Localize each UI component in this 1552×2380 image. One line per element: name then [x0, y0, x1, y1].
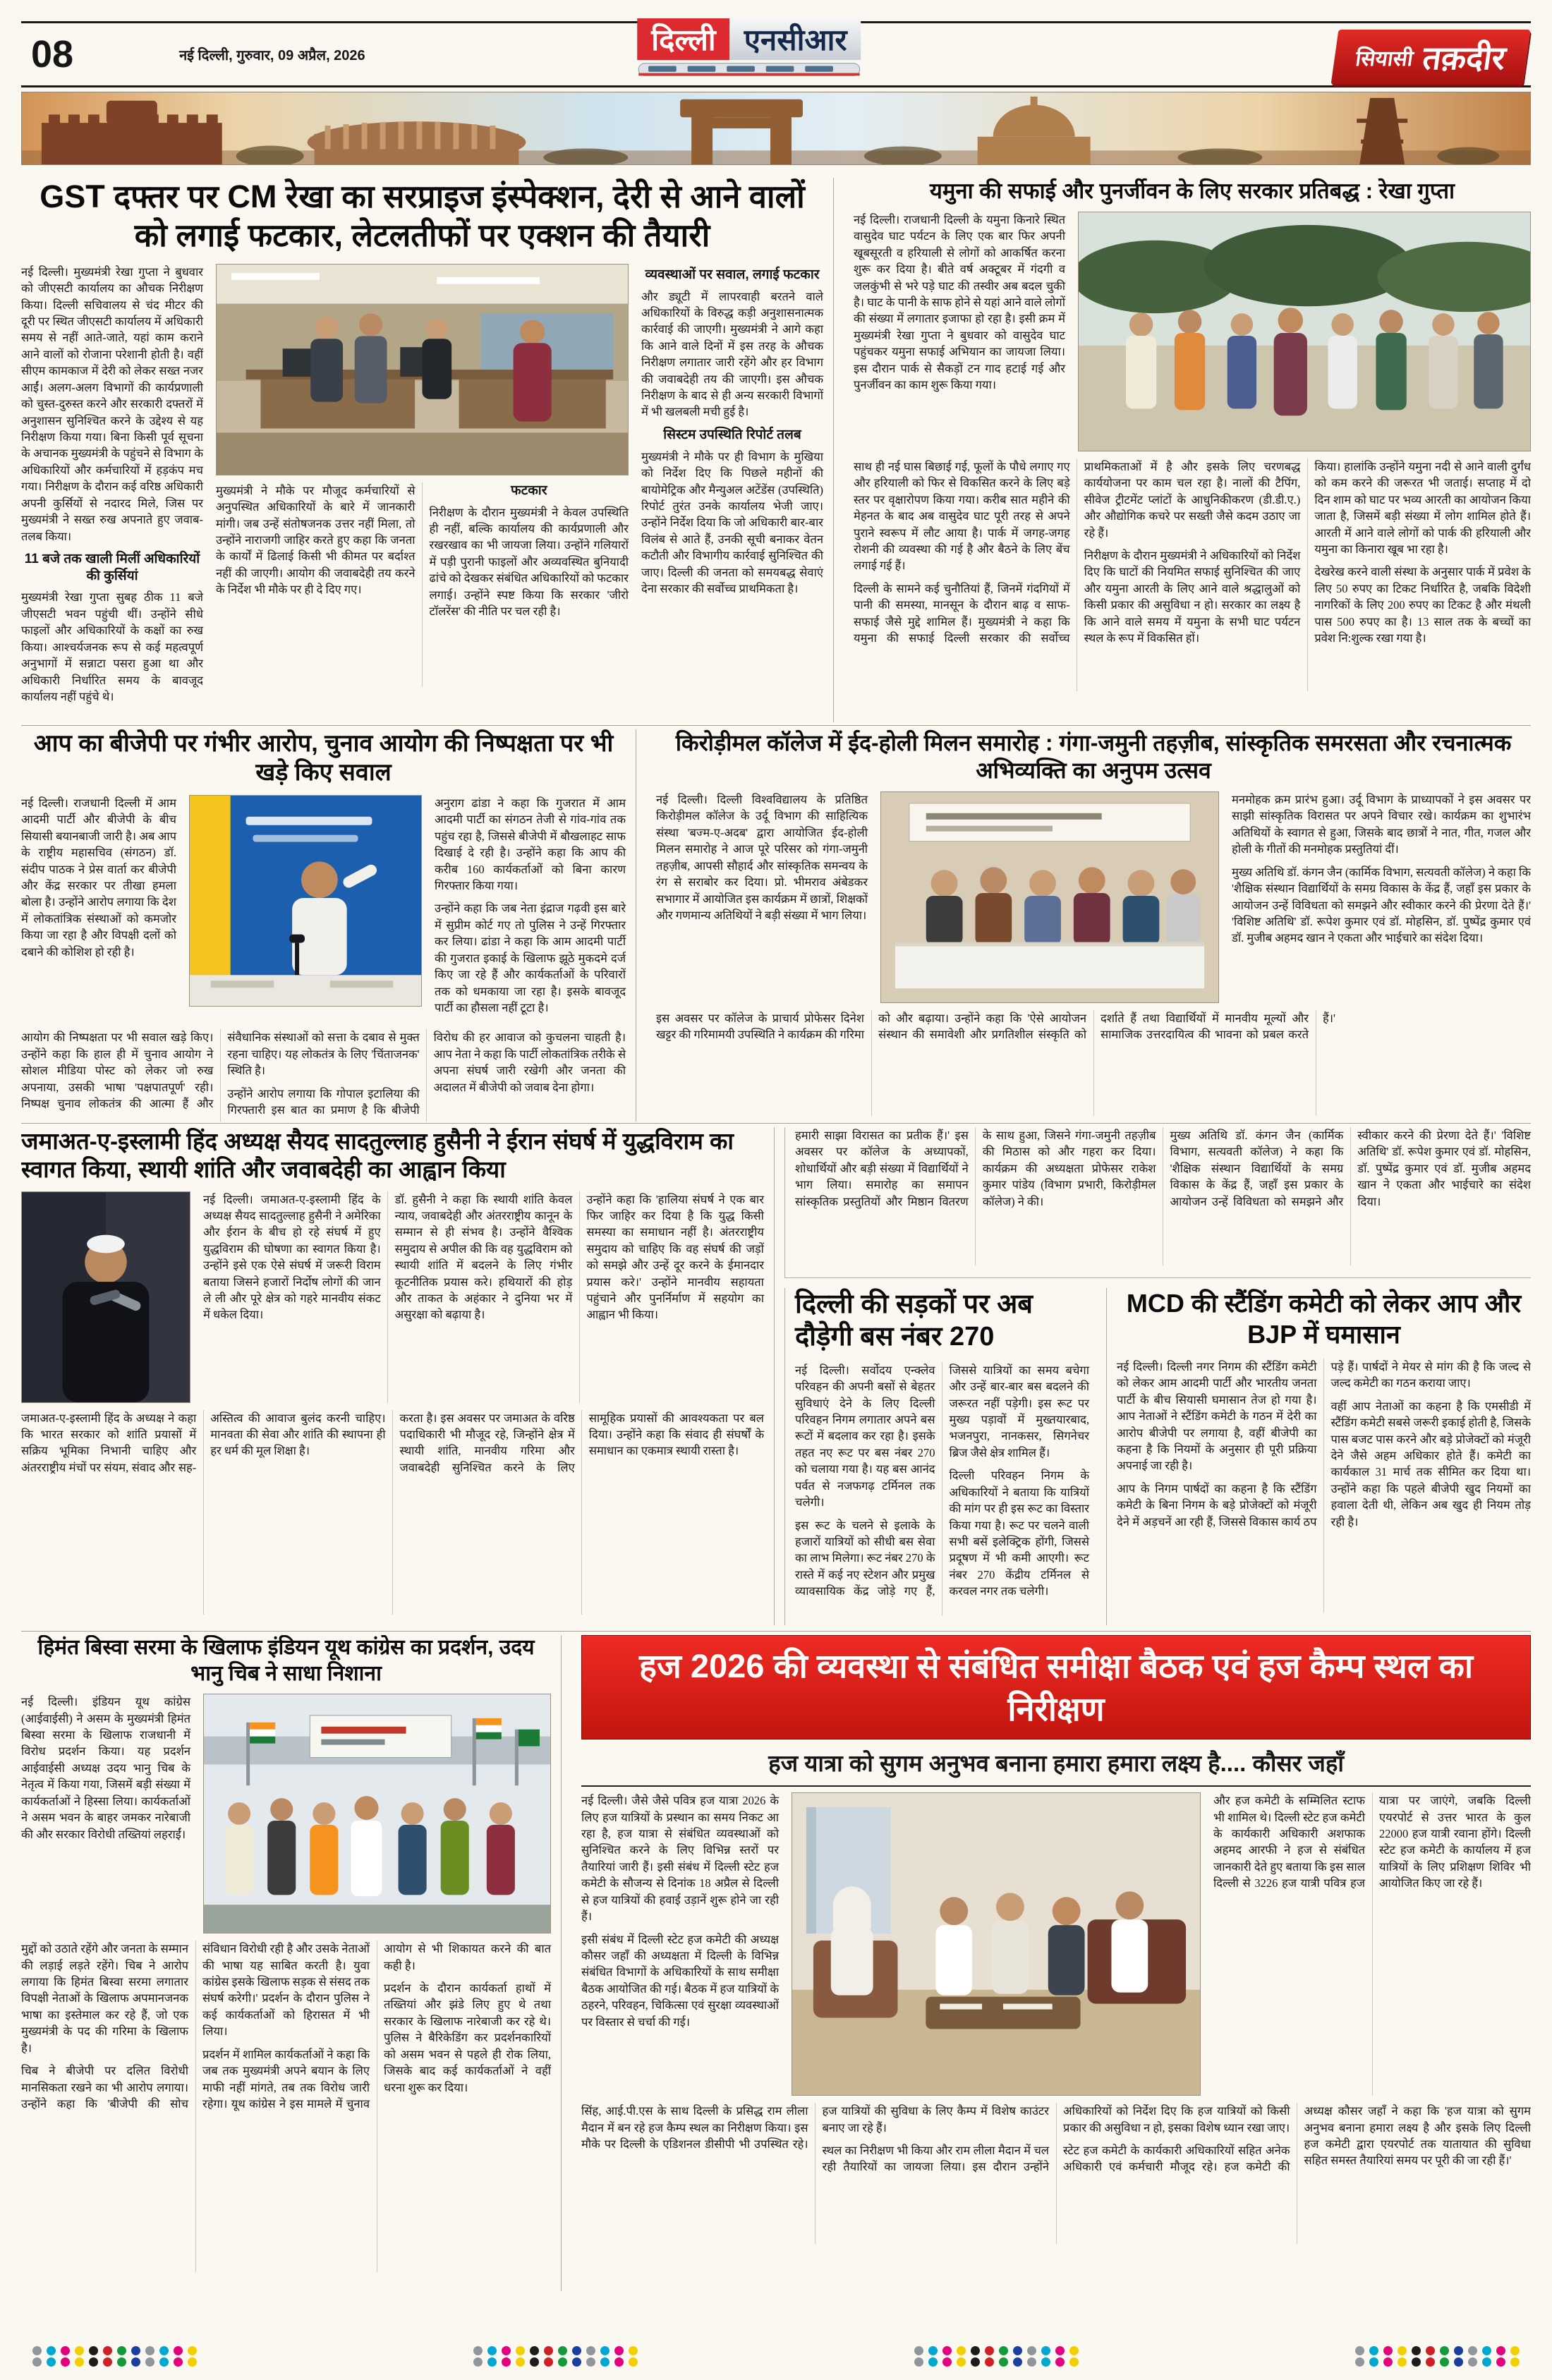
jamaat-paragraph: जमाअत-ए-इस्लामी हिंद के अध्यक्ष ने कहा कि भारत सरकार को शांति प्रयासों में सक्रिय भूमिका निभानी चाहिए और अंतरराष्ट्रीय मंचों पर संयम, संवाद और सह-अस्तित्व की आवाज बुलंद करनी चाहिए। मानवता की सेवा और शांति की स्थापना ही हर धर्म की मूल शिक्षा है।: [21, 1411, 386, 1474]
reg-cluster: [473, 2344, 638, 2369]
reg-dot: [516, 2346, 525, 2355]
reg-dot: [75, 2357, 84, 2367]
gst-subhead-2: फटकार: [510, 482, 547, 498]
aap-paragraph: आयोग की निष्पक्षता पर भी सवाल खड़े किए। उन्होंने कहा कि हाल ही में चुनाव आयोग ने सोशल मीडिया पोस्ट को लेकर जो रुख अपनाया, उसकी भाषा 'पक्षपातपूर्ण' रही। निष्पक्ष चुनाव लोकतंत्र की आत्मा हैं और संवैधानिक संस्थाओं को सत्ता के दबाव से मुक्त रहना चाहिए। यह लोकतंत्र के लिए 'चिंताजनक' स्थिति है।: [21, 1031, 420, 1111]
iyc-protest-photo: [203, 1694, 551, 1933]
mcd-headline: MCD की स्टैंडिंग कमेटी को लेकर आप और BJP में घमासान: [1126, 1289, 1522, 1349]
reg-cluster: [32, 2344, 197, 2369]
reg-dot: [1454, 2346, 1463, 2355]
reg-dot: [1069, 2346, 1079, 2355]
jamaat-paragraph: नई दिल्ली। जमाअत-ए-इस्लामी हिंद के अध्यक्ष सैयद सादतुल्लाह हुसैनी ने अमेरिका और ईरान के बीच हो रहे संघर्ष में हुए युद्धविराम की घोषणा का स्वागत किया है। उन्होंने इसे एक ऐसे संघर्ष में जरूरी विराम बताया जिसने हजारों निर्दोष लोगों की जान ले ली और पूरे क्षेत्र को गहरे मानवीय संकट में धकेल दिया।: [203, 1192, 381, 1322]
article-bus-270: [784, 1288, 1096, 1625]
masthead: [637, 18, 861, 78]
reg-dot: [629, 2346, 638, 2355]
haj-paragraph: सिंह, आई.पी.एस के साथ दिल्ली के प्रसिद्ध राम लीला मैदान में बन रहे हज कैम्प स्थल का निरीक्षण किया। इस मौके पर दिल्ली के एडिशनल डीसीपी भी उपस्थित रहे। हज यात्रियों की सुविधा के लिए कैम्प में विशेष काउंटर बनाए जा रहे हैं।: [581, 2104, 1049, 2151]
reg-dot: [174, 2346, 183, 2355]
reg-dot: [1426, 2346, 1435, 2355]
gst-paragraph: और ड्यूटी में लापरवाही बरतने वाले अधिकारियों के विरुद्ध कड़ी अनुशासनात्मक कार्रवाई की जाएगी। मुख्यमंत्री ने आगे कहा कि आने वाले दिनों में इस तरह के औचक निरीक्षण लगातार जारी रहेंगे और हर विभाग की जवाबदेही तय की जाएगी। इस औचक निरीक्षण के बाद से ही अन्य सरकारी विभागों में भी खलबली मची हुई है।: [641, 289, 823, 419]
reg-dot: [558, 2346, 567, 2355]
reg-dot: [999, 2346, 1008, 2355]
reg-dot: [32, 2346, 42, 2355]
reg-dot: [530, 2346, 539, 2355]
aap-paragraph: उन्होंने कहा कि जब नेता इंद्राज गढ़वी इस बारे में सुप्रीम कोर्ट गए तो पुलिस ने उन्हें गिरफ्तार कर लिया। ढांडा ने कहा कि आम आदमी पार्टी की गुजरात इकाई के खिलाफ झूठे मुकदमे दर्ज किए जा रहे हैं और कार्यकर्ताओं के परिवारों तक को धमकाया जा रहा है। इसके बावजूद पार्टी का हौसला नहीं टूटा है।: [435, 901, 626, 1014]
reg-dot: [131, 2357, 140, 2367]
haj-paragraph: स्टेट हज कमेटी के कार्यकारी अधिकारियों सहित अनेक अधिकारी एवं कर्मचारी मौजूद रहे। हज कमेटी की अध्यक्ष कौसर जहाँ ने कहा कि 'हज यात्रा को सुगम अनुभव बनाना हमारा लक्ष्य है और इसके लिए दिल्ली हज कमेटी द्वारा एयरपोर्ट तक यातायात की सुविधा सहित समस्त तैयारियां समय पर पूरी की जा रही हैं।': [1063, 2104, 1531, 2174]
reg-dot: [942, 2357, 952, 2367]
tagline-word-2: तक़दीर: [1420, 40, 1508, 76]
reg-dot: [1383, 2357, 1393, 2367]
aap-lower-text: [21, 1029, 626, 1122]
article-mcd: [1106, 1288, 1531, 1625]
reg-dot: [89, 2346, 98, 2355]
bus-270-headline: दिल्ली की सड़कों पर अब दौड़ेगी बस नंबर 270: [795, 1289, 1033, 1352]
jamaat-paragraph: करता है। इस अवसर पर जमाअत के वरिष्ठ पदाधिकारी भी मौजूद रहे, जिन्होंने क्षेत्र में स्थायी शांति, मानवीय गरिमा और जवाबदेही सुनिश्चित करने के लिए सामूहिक प्रयासों की आवश्यकता पर बल दिया। उन्होंने कहा कि संवाद ही संघर्षों के समाधान का एकमात्र स्थायी रास्ता है।: [399, 1411, 764, 1474]
bus-paragraph: इस रूट के चलने से इलाके के हजारों यात्रियों को सीधी बस सेवा का लाभ मिलेगा। रूट नंबर 270 के रास्ते में कई नए स्टेशन और प्रमुख व्यावसायिक केंद्र जोड़े गए हैं, जिससे यात्रियों का समय बचेगा और उन्हें बार-बार बस बदलने की जरूरत नहीं पड़ेगी। इस रूट पर मुख्य पड़ावों में मुख्तयारबाद, भजनपुरा, नानकसर, सिगनेचर ब्रिज जैसे क्षेत्र शामिल हैं।: [795, 1363, 1089, 1598]
reg-dot: [1496, 2346, 1505, 2355]
article-gst: [21, 178, 834, 722]
kirorimal-column-3: [1232, 791, 1531, 1003]
reg-dot: [1027, 2357, 1036, 2367]
kirorimal-continued-text: [795, 1127, 1531, 1265]
reg-dot: [516, 2357, 525, 2367]
iyc-headline: हिमंत बिस्वा सरमा के खिलाफ इंडियन यूथ कांग्रेस का प्रदर्शन, उदय भानु चिब ने साधा निशाना: [37, 1636, 535, 1685]
kirorimal-headline: किरोड़ीमल कॉलेज में ईद-होली मिलन समारोह : गंगा-जमुनी तहज़ीब, सांस्कृतिक समरसता और रचनात्मक अभिव्यक्ति का अनुपम उत्सव: [675, 730, 1512, 784]
gst-paragraph: मुख्यमंत्री रेखा गुप्ता सुबह ठीक 11 बजे जीएसटी भवन पहुंची थीं। उन्होंने सीधे फाइलों और अधिकारियों के कक्षों का रुख किया। आश्चर्यजनक रूप से कई महत्वपूर्ण अनुभागों में सन्नाटा पसरा हुआ था और अधिकारी निर्धारित समय के बावजूद कार्यालय नहीं पहुंचे थे।: [21, 590, 203, 703]
reg-dot: [1041, 2357, 1050, 2367]
iyc-column-1: [21, 1694, 190, 1933]
divider: [21, 1123, 1531, 1124]
reg-dot: [131, 2346, 140, 2355]
reg-dot: [1041, 2346, 1050, 2355]
reg-dot: [530, 2357, 539, 2367]
iyc-lower-text: [21, 1941, 551, 2272]
reg-dot: [1383, 2346, 1393, 2355]
gst-column-4: [641, 264, 823, 712]
kirorimal-paragraph: मनमोहक क्रम प्रारंभ हुआ। उर्दू विभाग के प्राध्यापकों ने इस अवसर पर साझी सांस्कृतिक विरासत पर अपने विचार रखे। कार्यक्रम का शुभारंभ अतिथियों के स्वागत से हुआ, जिसके बाद छात्रों ने नात, गीत, गजल और होली के गीतों की मनमोहक प्रस्तुतियां दीं।: [1232, 793, 1531, 856]
kirorimal-lower-text: [656, 1010, 1531, 1116]
reg-dot: [47, 2346, 56, 2355]
iyc-paragraph: प्रदर्शन के दौरान कार्यकर्ता हाथों में तख्तियां और झंडे लिए हुए थे तथा सरकार के खिलाफ नारेबाजी कर रहे थे। पुलिस ने बैरिकेडिंग कर प्रदर्शनकारियों को असम भवन से पहले ही रोक लिया, जिसके बाद कई कार्यकर्ताओं ने वहीं धरना शुरू कर दिया।: [384, 1981, 551, 2094]
kirorimal-paragraph: मुख्य अतिथि डॉ. कंगन जैन (कार्मिक विभाग, सत्यवती कॉलेज) ने कहा कि 'शैक्षिक संस्थान विद्यार्थियों के समग्र विकास के केंद्र हैं, जहाँ इस प्रकार के आयोजन उन्हें विविधता को समझने और स्वीकार करने की प्रेरणा देते हैं।' 'विशिष्ट अतिथि' डॉ. रूपेश कुमार एवं डॉ. मोहसिन, डॉ. पुष्पेंद्र कुमार एवं डॉ. मुजीब अहमद खान ने एकता और भाईचारे का संदेश दिया।: [1170, 1129, 1531, 1208]
aap-column-3: [435, 795, 626, 1022]
yamuna-paragraph: दिल्ली के सामने कई चुनौतियां हैं, जिनमें गंदगियों में पानी की समस्या, मानसून के दौरान बाढ़ व साफ-सफाई जैसे मुद्दे शामिल हैं। मुख्यमंत्री ने कहा कि यमुना की सफाई दिल्ली सरकार की सर्वोच्च प्राथमिकताओं में है और इसके लिए चरणबद्ध कार्ययोजना पर काम चल रहा है। नालों की टैपिंग, सीवेज ट्रीटमेंट प्लांटों के आधुनिकीकरण (डी.डी.ए.) और औद्योगिक कचरे पर सख्ती जैसे कदम उठाए जा रहे हैं।: [854, 459, 1301, 645]
monuments-banner: [21, 92, 1531, 165]
iyc-paragraph: चिब ने बीजेपी पर दलित विरोधी मानसिकता रखने का भी आरोप लगाया। उन्होंने कहा कि 'बीजेपी की सोच संविधान विरोधी रही है और उसके नेताओं की भाषा यह साबित करती है। युवा कांग्रेस इसके खिलाफ सड़क से संसद तक संघर्ष करेगी।' प्रदर्शन के दौरान पुलिस ने कई कार्यकर्ताओं को हिरासत में भी लिया।: [21, 1942, 370, 2111]
reg-dot: [1013, 2346, 1022, 2355]
reg-dot: [1454, 2357, 1463, 2367]
haj-lower-text: [581, 2103, 1531, 2244]
kirorimal-event-photo: [880, 791, 1219, 1003]
reg-dot: [985, 2357, 994, 2367]
reg-dot: [103, 2346, 112, 2355]
article-jamaat: [21, 1127, 775, 1625]
reg-dot: [544, 2357, 553, 2367]
reg-dot: [487, 2346, 497, 2355]
gst-paragraph: नई दिल्ली। मुख्यमंत्री रेखा गुप्ता ने बुधवार को जीएसटी कार्यालय का औचक निरीक्षण किया। दिल्ली सचिवालय से चंद मीटर की दूरी पर स्थित जीएसटी कार्यालय में अधिकारी समय से नहीं आते-जाते, यहां काम कराने आने वालों को रोजाना परेशानी होती है। वहीं सीएम कामकाज में देरी को लेकर सख्त नजर आईं। अलग-अलग विभागों की कार्यप्रणाली को चुस्त-दुरुस्त करने और सरकारी दफ्तरों में अनुशासन सुनिश्चित करने के उद्देश्य से यह निरीक्षण किया गया। बिना किसी पूर्व सूचना के अचानक मुख्यमंत्री के पहुंचने से विभाग के अधिकारियों और कर्मचारियों में हड़कंप मच गया। निरीक्षण के दौरान कई वरिष्ठ अधिकारी अपनी कुर्सियों से नदारद मिले, जिस पर मुख्यमंत्री ने सख्त रुख अपनाते हुए जवाब-तलब किया।: [21, 265, 203, 543]
yamuna-paragraph: नई दिल्ली। राजधानी दिल्ली के यमुना किनारे स्थित वासुदेव घाट पर्यटन के लिए एक बार फिर अपनी खूबसूरती व हरियाली से लोगों को आकर्षित करना शुरू कर दिया है। बीते वर्ष अक्टूबर में गंदगी व जलकुंभी से भरे पड़े घाट की तस्वीर अब बदल चुकी है। घाट के पानी के साफ होने से यहां आने वाले लोगों की संख्या में लगातार इजाफा हो रहा है। इसी क्रम में मुख्यमंत्री रेखा गुप्ता ने बुधवार को वासुदेव घाट पहुंचकर यमुना सफाई अभियान का जायजा लिया। इस दौरान पार्क से सैकड़ों टन गाद हटाई गई और पुनर्जीवन का काम शुरू किया गया।: [854, 212, 1065, 392]
reg-dot: [61, 2357, 70, 2367]
mcd-paragraph: आप के निगम पार्षदों का कहना है कि स्टैंडिंग कमेटी के बिना निगम के बड़े प्रोजेक्टों को मंजूरी देने में अड़चनें आ रही हैं, जिससे विकास कार्य ठप पड़े हैं। पार्षदों ने मेयर से मांग की है कि जल्द से जल्द कमेटी का गठन कराया जाए।: [1117, 1359, 1531, 1529]
jamaat-president-speech-photo: [21, 1191, 190, 1403]
reg-dot: [145, 2346, 154, 2355]
reg-dot: [614, 2346, 624, 2355]
reg-dot: [61, 2346, 70, 2355]
jamaat-paragraph: डॉ. हुसैनी ने कहा कि स्थायी शांति केवल न्याय, जवाबदेही और अंतरराष्ट्रीय कानून के सम्मान से ही संभव है। उन्होंने वैश्विक समुदाय से अपील की कि वह युद्धविराम को स्थायी शांति में बदलने के लिए गंभीर कूटनीतिक प्रयास करे। हथियारों की होड़ और ताकत के अहंकार ने दुनिया भर में असुरक्षा को बढ़ाया है।: [394, 1192, 573, 1322]
haj-paragraph: इसी संबंध में दिल्ली स्टेट हज कमेटी की अध्यक्ष कौसर जहाँ की अध्यक्षता में दिल्ली के विभिन्न संबंधित विभागों के अधिकारियों के साथ समीक्षा बैठक आयोजित की गई। बैठक में हज यात्रियों के ठहरने, परिवहन, चिकित्सा एवं सुरक्षा व्यवस्थाओं पर विस्तार से चर्चा की गई।: [581, 1932, 779, 2029]
reg-dot: [558, 2357, 567, 2367]
reg-dot: [487, 2357, 497, 2367]
edition-date: नई दिल्ली, गुरुवार, 09 अप्रैल, 2026: [179, 47, 365, 63]
haj-column-1: [581, 1792, 779, 2096]
jamaat-upper-text: [203, 1191, 764, 1403]
yamuna-paragraph: साथ ही नई घास बिछाई गई, फूलों के पौधे लगाए गए और हरियाली को फिर से विकसित करने के लिए बड़े स्तर पर वृक्षारोपण किया गया। करीब सात महीने की मेहनत के बाद अब वासुदेव घाट पूरी तरह से अपने पुराने स्वरूप में लौट आया है। पार्क में जगह-जगह रोशनी की व्यवस्था की गई है और बैठने के लिए बेंच लगाई गई हैं।: [854, 459, 1070, 573]
divider: [21, 725, 1531, 726]
reg-dot: [1482, 2346, 1491, 2355]
reg-dot: [586, 2357, 595, 2367]
haj-subheadline: हज यात्रा को सुगम अनुभव बनाना हमारा हमारा लक्ष्य है.... कौसर जहाँ: [581, 1740, 1531, 1787]
yamuna-paragraph: किया। हालांकि उन्होंने यमुना नदी से आने वाली दुर्गंध को कम करने की जरूरत भी जताई। सप्ताह में दो दिन शाम को घाट पर भव्य आरती का आयोजन किया जाता है, जिसमें बड़ी संख्या में लोग शामिल होते हैं। आरती में आने वाले लोगों को पार्क की हरियाली और यमुना का किनारा खूब भा रहा है।: [1314, 459, 1531, 556]
jamaat-headline: जमाअत-ए-इस्लामी हिंद अध्यक्ष सैयद सादतुल्लाह हुसैनी ने ईरान संघर्ष में युद्धविराम का स्वागत किया, स्थायी शांति और जवाबदेही का आह्वान किया: [21, 1128, 734, 1183]
reg-dot: [502, 2346, 511, 2355]
reg-dot: [600, 2346, 610, 2355]
gst-subhead-4: सिस्टम उपस्थिति रिपोर्ट तलब: [663, 427, 801, 442]
yamuna-column-1: [854, 212, 1065, 451]
haj-paragraph: और हज कमेटी के सम्मिलित स्टाफ भी शामिल थे। दिल्ली स्टेट हज कमेटी के कार्यकारी अधिकारी अशफाक अहमद आरफी ने हज से संबंधित जानकारी देते हुए बताया कि इस साल दिल्ली से 3226 हज यात्री पवित्र हज यात्रा पर जाएंगे, जबकि दिल्ली एयरपोर्ट से उत्तर भारत के कुल 22000 हज यात्री रवाना होंगे। दिल्ली स्टेट हज कमेटी के कार्यालय में हज यात्रियों के लिए प्रशिक्षण शिविर भी आयोजित किए जा रहे हैं।: [1213, 1794, 1531, 1890]
reg-dot: [1369, 2357, 1378, 2367]
reg-dot: [47, 2357, 56, 2367]
reg-dot: [1412, 2346, 1421, 2355]
reg-dot: [473, 2346, 483, 2355]
haj-banner-headline: हज 2026 की व्यवस्था से संबंधित समीक्षा बैठक एवं हज कैम्प स्थल का निरीक्षण: [581, 1635, 1531, 1740]
tagline-word-1: सियासी: [1354, 47, 1415, 71]
delhi-skyline-illustration: [22, 92, 1530, 164]
registration-marks: [32, 2344, 1520, 2369]
bus-270-text: [795, 1362, 1089, 1616]
reg-dot: [188, 2346, 197, 2355]
reg-dot: [473, 2357, 483, 2367]
article-yamuna: [844, 178, 1531, 722]
iyc-paragraph: प्रदर्शन में शामिल कार्यकर्ताओं ने कहा कि जब तक मुख्यमंत्री अपने बयान के लिए माफी नहीं मांगते, तब तक विरोध जारी रहेगा। यूथ कांग्रेस ने इस मामले में चुनाव आयोग से भी शिकायत करने की बात कही है।: [202, 1942, 551, 2111]
yamuna-paragraph: देखरेख करने वाली संस्था के अनुसार पार्क में प्रवेश के लिए 50 रुपए का टिकट निर्धारित है, जबकि विदेशी नागरिकों के लिए 200 रुपए का टिकट है और मंथली पास 500 रुपए का है। 13 साल तक के बच्चों का प्रवेश नि:शुल्क रखा गया है।: [1314, 565, 1531, 645]
iyc-paragraph: मुद्दों को उठाते रहेंगे और जनता के सम्मान की लड़ाई लड़ते रहेंगे। चिब ने आरोप लगाया कि हिमंत बिस्वा सरमा लगातार विपक्षी नेताओं के खिलाफ अपमानजनक भाषा का इस्तेमाल कर रहे हैं, जो एक मुख्यमंत्री के पद की गरिमा के खिलाफ है।: [21, 1942, 188, 2055]
jamaat-lower-text: [21, 1410, 764, 1615]
yamuna-ghat-visit-photo: [1078, 212, 1531, 451]
reg-dot: [614, 2357, 624, 2367]
aap-headline: आप का बीजेपी पर गंभीर आरोप, चुनाव आयोग की निष्पक्षता पर भी खड़े किए सवाल: [33, 730, 614, 787]
gst-headline: GST दफ्तर पर CM रेखा का सरप्राइज इंस्पेक्शन, देरी से आने वालों को लगाई फटकार, लेटलतीफों पर एक्शन की तैयारी: [40, 178, 805, 253]
masthead-tagline: [1331, 30, 1531, 85]
reg-dot: [1482, 2357, 1491, 2367]
reg-dot: [1510, 2346, 1520, 2355]
reg-dot: [75, 2346, 84, 2355]
reg-dot: [1398, 2346, 1407, 2355]
mcd-text: [1117, 1359, 1531, 1613]
yamuna-paragraph: निरीक्षण के दौरान मुख्यमंत्री ने अधिकारियों को निर्देश दिए कि घाटों की नियमित सफाई सुनिश्चित की जाए और यमुना आरती के लिए आने वाले श्रद्धालुओं को किसी प्रकार की असुविधा न हो। सरकार का लक्ष्य है कि आने वाले समय में यमुना के सभी घाट पर्यटन स्थल के रूप में विकसित हों।: [1084, 548, 1301, 645]
reg-dot: [1468, 2346, 1477, 2355]
aap-paragraph: अनुराग ढांडा ने कहा कि गुजरात में आम आदमी पार्टी का संगठन तेजी से गांव-गांव तक पहुंच रहा है, जिससे बीजेपी में बौखलाहट साफ दिखाई दे रही है। उन्होंने कहा कि आप की करीब 160 कार्यकर्ताओं को बिना कारण गिरफ्तार किया गया।: [435, 796, 626, 893]
aap-paragraph: उन्होंने आरोप लगाया कि गोपाल इटालिया की गिरफ्तारी इस बात का प्रमाण है कि बीजेपी विरोध की हर आवाज को कुचलना चाहती है। आप नेता ने कहा कि पार्टी लोकतांत्रिक तरीके से अपना संघर्ष जारी रखेगी और जनता की अदालत में बीजेपी को जवाब देना होगा।: [227, 1031, 626, 1117]
jamaat-paragraph: उन्होंने कहा कि 'हालिया संघर्ष ने एक बार फिर जाहिर कर दिया है कि युद्ध किसी समस्या का समाधान नहीं है। अंतरराष्ट्रीय समुदाय को चाहिए कि वह संघर्ष की जड़ों को समझे और उन्हें दूर करने के ईमानदार प्रयास करे।' उन्होंने मानवीय सहायता पहुंचाने और पुनर्निर्माण में सहयोग का आह्वान भी किया।: [586, 1192, 764, 1322]
reg-dot: [928, 2346, 938, 2355]
reg-dot: [629, 2357, 638, 2367]
reg-dot: [1426, 2357, 1435, 2367]
reg-dot: [103, 2357, 112, 2367]
reg-dot: [1496, 2357, 1505, 2367]
reg-dot: [1440, 2357, 1449, 2367]
aap-column-1: [21, 795, 176, 1022]
kirorimal-paragraph: हमारी साझा विरासत का प्रतीक हैं।' इस अवसर पर कॉलेज के अध्यापकों, शोधार्थियों और बड़ी संख्या में विद्यार्थियों ने भाग लिया। समारोह का समापन सांस्कृतिक प्रस्तुतियों और मिष्ठान वितरण के साथ हुआ, जिसने गंगा-जमुनी तहज़ीब की मिठास को और गहरा कर दिया। कार्यक्रम की अध्यक्षता प्रोफेसर राकेश कुमार पांडेय (विभाग प्रभारी, किरोड़ीमल कॉलेज) ने की।: [795, 1129, 1156, 1208]
reg-dot: [1398, 2357, 1407, 2367]
metro-train-icon: [637, 61, 861, 78]
reg-dot: [957, 2346, 966, 2355]
yamuna-lower-text: [854, 459, 1531, 691]
reg-dot: [1355, 2346, 1364, 2355]
article-aap: [21, 729, 636, 1122]
reg-dot: [1027, 2346, 1036, 2355]
gst-paragraph: मुख्यमंत्री ने मौके पर ही विभाग के मुखिया को निर्देश दिए कि पिछले महीनों की बायोमेट्रिक और मैन्युअल अटेंडेंस (उपस्थिति) रिपोर्ट तुरंत उनके कार्यालय भेजी जाए। उन्होंने निर्देश दिया कि जो अधिकारी बार-बार विलंब से आते हैं, उनकी सूची बनाकर वेतन कटौती और विभागीय कार्रवाई सुनिश्चित की जाए। दिल्ली की जनता को समयबद्ध सेवाएं देना सरकार की सर्वोच्च प्राथमिकता है।: [641, 449, 823, 596]
gst-mid-text: [216, 482, 629, 687]
gst-column-1: [21, 264, 203, 712]
reg-dot: [914, 2346, 923, 2355]
reg-dot: [502, 2357, 511, 2367]
article-kirorimal: [646, 729, 1531, 1122]
reg-dot: [586, 2346, 595, 2355]
reg-dot: [1069, 2357, 1079, 2367]
reg-dot: [1412, 2357, 1421, 2367]
reg-dot: [1369, 2346, 1378, 2355]
article-iyc-protest: [21, 1635, 562, 2291]
reg-dot: [971, 2357, 980, 2367]
reg-dot: [174, 2357, 183, 2367]
reg-dot: [32, 2357, 42, 2367]
reg-cluster: [1355, 2344, 1520, 2369]
bus-paragraph: नई दिल्ली। सर्वोदय एन्क्लेव परिवहन की अपनी बसों से बेहतर सुविधाएं देने के लिए दिल्ली परिवहन निगम लगातार अपने बस रूटों में बदलाव कर रहा है। इसके तहत नए रूट पर बस नंबर 270 को चलाया गया है। यह बस आनंद पर्वत से नजफगढ़ टर्मिनल तक चलेगी।: [795, 1363, 935, 1510]
reg-dot: [572, 2346, 581, 2355]
reg-dot: [600, 2357, 610, 2367]
reg-dot: [159, 2346, 169, 2355]
haj-right-text: [1213, 1792, 1531, 2096]
reg-dot: [1013, 2357, 1022, 2367]
gst-column-mid: [216, 264, 629, 712]
reg-dot: [1055, 2357, 1065, 2367]
haj-paragraph: स्थल का निरीक्षण भी किया और राम लीला मैदान में चल रही तैयारियों का जायजा लिया। इस दौरान उन्होंने अधिकारियों को निर्देश दिए कि हज यात्रियों को किसी प्रकार की असुविधा न हो, इसका विशेष ध्यान रखा जाए।: [822, 2104, 1290, 2174]
reg-dot: [159, 2357, 169, 2367]
reg-dot: [985, 2346, 994, 2355]
reg-dot: [1355, 2357, 1364, 2367]
kirorimal-column-1: [656, 791, 868, 1003]
iyc-paragraph: नई दिल्ली। इंडियन यूथ कांग्रेस (आईवाईसी) ने असम के मुख्यमंत्री हिमंत बिस्वा सरमा के खिलाफ राजधानी में विरोध प्रदर्शन किया। यह प्रदर्शन आईवाईसी अध्यक्ष उदय भानु चिब के नेतृत्व में किया गया, जिसमें बड़ी संख्या में कार्यकर्ताओं ने हिस्सा लिया। कार्यकर्ताओं ने असम भवन के बाहर जमकर नारेबाजी की और सरकार विरोधी तख्तियां लहराईं।: [21, 1695, 190, 1841]
reg-dot: [1440, 2346, 1449, 2355]
gst-subhead-3: व्यवस्थाओं पर सवाल, लगाई फटकार: [645, 267, 820, 282]
divider: [21, 1631, 1531, 1632]
kirorimal-paragraph: नई दिल्ली। दिल्ली विश्वविद्यालय के प्रतिष्ठित किरोड़ीमल कॉलेज के उर्दू विभाग की साहित्यिक संस्था 'बज्म-ए-अदब' द्वारा आयोजित ईद-होली मिलन समारोह ने आज पूरे परिसर को गंगा-जमुनी तहज़ीब, आपसी सौहार्द और सांस्कृतिक समन्वय के रंग से सराबोर कर दिया। प्रो. भीमराव अंबेडकर सभागार में आयोजित इस कार्यक्रम में छात्रों, शिक्षकों और गणमान्य अतिथियों ने बड़ी संख्या में भाग लिया।: [656, 793, 868, 923]
reg-dot: [188, 2357, 197, 2367]
reg-dot: [942, 2346, 952, 2355]
reg-dot: [117, 2346, 126, 2355]
reg-dot: [957, 2357, 966, 2367]
reg-dot: [145, 2357, 154, 2367]
reg-dot: [544, 2346, 553, 2355]
reg-dot: [117, 2357, 126, 2367]
reg-dot: [572, 2357, 581, 2367]
aap-paragraph: नई दिल्ली। राजधानी दिल्ली में आम आदमी पार्टी और बीजेपी के बीच सियासी बयानबाजी जारी है। अब आप के राष्ट्रीय महासचिव (संगठन) डॉ. संदीप पाठक ने प्रेस वार्ता कर बीजेपी और केंद्र सरकार पर तीखा हमला बोला है। उन्होंने आरोप लगाया कि देश में लोकतांत्रिक संस्थाओं को कमजोर किया जा रहा है और विपक्षी दलों को दबाने की कोशिश हो रही है।: [21, 796, 176, 959]
reg-cluster: [914, 2344, 1079, 2369]
reg-dot: [89, 2357, 98, 2367]
haj-review-meeting-photo: [792, 1792, 1201, 2096]
mcd-paragraph: नई दिल्ली। दिल्ली नगर निगम की स्टैंडिंग कमेटी को लेकर आम आदमी पार्टी और भारतीय जनता पार्टी के बीच सियासी घमासान तेज हो गया है। आप नेताओं ने स्टैंडिंग कमेटी के गठन में देरी का आरोप बीजेपी पर लगाया है, वहीं बीजेपी का कहना है कि नियमों के अनुसार ही पूरी प्रक्रिया अपनाई जा रही है।: [1117, 1359, 1317, 1473]
reg-dot: [928, 2357, 938, 2367]
gst-office-inspection-photo: [216, 264, 629, 475]
mcd-paragraph: वहीं आप नेताओं का कहना है कि एमसीडी में स्टैंडिंग कमेटी सबसे जरूरी इकाई होती है, जिसके पास बजट पास करने और बड़े प्रोजेक्टों को मंजूरी देने जैसे अहम अधिकार होते हैं। कमेटी का कार्यकाल 31 मार्च तक सीमित कर दिया था। उन्होंने कहा कि पहले बीजेपी खुद नियमों का हवाला देती थी, लेकिन अब खुद ही नियम तोड़ रही है।: [1330, 1399, 1531, 1529]
reg-dot: [999, 2357, 1008, 2367]
gst-paragraph: निरीक्षण के दौरान मुख्यमंत्री ने केवल उपस्थिति ही नहीं, बल्कि कार्यालय की कार्यप्रणाली और रखरखाव का भी जायजा लिया। उन्होंने गलियारों में पड़ी पुरानी फाइलों और अव्यवस्थित बुनियादी ढांचे को देखकर संबंधित अधिकारियों को फटकार लगाई। उन्होंने स्पष्ट किया कि सरकार 'जीरो टॉलरेंस' की नीति पर चल रही है।: [429, 505, 629, 619]
reg-dot: [1055, 2346, 1065, 2355]
reg-dot: [971, 2346, 980, 2355]
article-haj: [571, 1635, 1531, 2291]
haj-paragraph: नई दिल्ली। जैसे जैसे पवित्र हज यात्रा 2026 के लिए हज यात्रियों के प्रस्थान का समय निकट आ रहा है, हज यात्रा से संबंधित व्यवस्थाओं को सुनिश्चित करने के लिए विभिन्न स्तरों पर तैयारियां जारी हैं। इसी संबंध में दिल्ली स्टेट हज कमेटी के सौजन्य से दिनांक 18 अप्रैल से दिल्ली से हज यात्रियों की हवाई उड़ानें शुरू होने जा रही हैं।: [581, 1794, 779, 1924]
kirorimal-paragraph: मुख्य अतिथि डॉ. कंगन जैन (कार्मिक विभाग, सत्यवती कॉलेज) ने कहा कि 'शैक्षिक संस्थान विद्यार्थियों के समग्र विकास के केंद्र हैं, जहाँ इस प्रकार के आयोजन उन्हें विविधता को समझने और स्वीकार करने की प्रेरणा देते हैं।' 'विशिष्ट अतिथि' डॉ. रूपेश कुमार एवं डॉ. मोहसिन, डॉ. पुष्पेंद्र कुमार एवं डॉ. मुजीब अहमद खान ने एकता और भाईचारे का संदेश दिया।: [1232, 865, 1531, 945]
reg-dot: [1510, 2357, 1520, 2367]
reg-dot: [914, 2357, 923, 2367]
kirorimal-paragraph: इस अवसर पर कॉलेज के प्राचार्य प्रोफेसर दिनेश खट्टर की गरिमामयी उपस्थिति ने कार्यक्रम की गरिमा को और बढ़ाया। उन्होंने कहा कि 'ऐसे आयोजन संस्थान की समावेशी और प्रगतिशील संस्कृति को दर्शाते हैं तथा विद्यार्थियों में मानवीय मूल्यों और सामाजिक उत्तरदायित्व की भावना को प्रबल करते हैं।': [656, 1012, 1335, 1042]
page-number: 08: [31, 33, 74, 75]
gst-subhead-1: 11 बजे तक खाली मिलीं अधिकारियों की कुर्सियां: [24, 551, 200, 583]
reg-dot: [1468, 2357, 1477, 2367]
yamuna-headline: यमुना की सफाई और पुनर्जीवन के लिए सरकार प्रतिबद्ध : रेखा गुप्ता: [929, 178, 1455, 203]
gst-paragraph: मुख्यमंत्री ने मौके पर मौजूद कर्मचारियों से अनुपस्थित अधिकारियों के बारे में जानकारी मांगी। जब उन्हें संतोषजनक उत्तर नहीं मिला, तो उन्होंने नाराजगी जाहिर करते हुए कहा कि जनता के कार्यों में ढिलाई किसी भी कीमत पर बर्दाश्त नहीं की जाएगी। आयोग की जवाबदेही तय करने के निर्देश भी मौके पर ही दे दिए गए।: [216, 483, 416, 597]
masthead-title-primary: दिल्ली: [637, 18, 729, 60]
aap-press-conference-photo: [189, 795, 422, 1007]
article-kirorimal-continued: [784, 1127, 1531, 1278]
bus-paragraph: दिल्ली परिवहन निगम के अधिकारियों ने बताया कि यात्रियों की मांग पर ही इस रूट का विस्तार किया गया है। रूट पर चलने वाली सभी बसें इलेक्ट्रिक होंगी, जिससे प्रदूषण में भी कमी आएगी। रूट नंबर 270 केंद्रीय टर्मिनल से करवल नगर तक चलेगी।: [949, 1469, 1089, 1598]
masthead-title-secondary: एनसीआर: [730, 18, 861, 60]
